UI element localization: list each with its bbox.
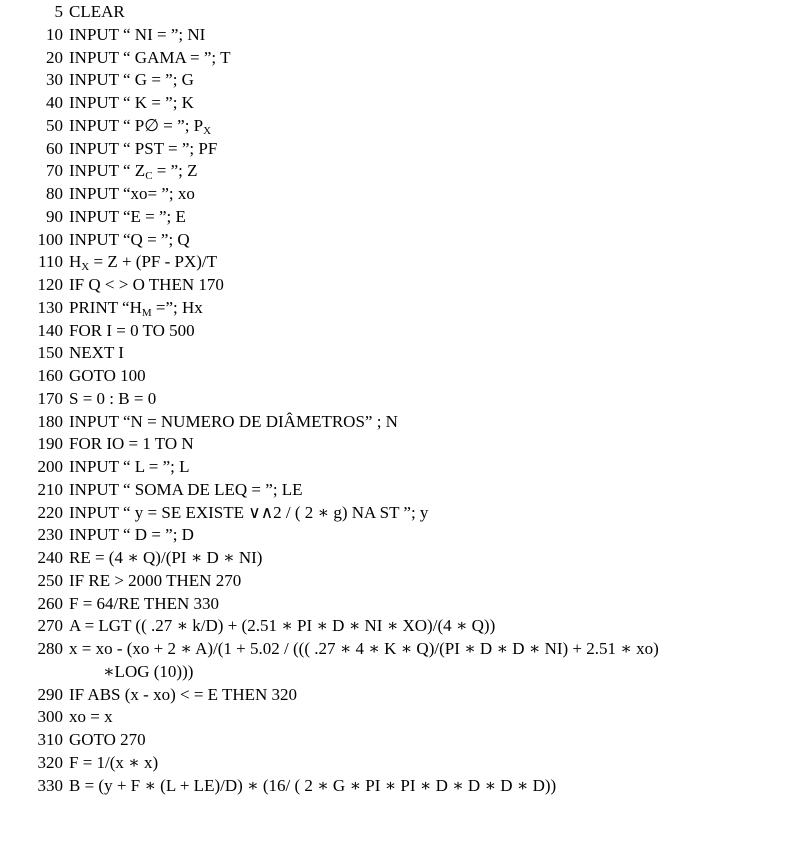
code-line bbox=[0, 615, 801, 637]
line-number: 160 bbox=[37, 366, 63, 385]
code-statement: INPUT “ NI = ”; NI bbox=[69, 24, 206, 44]
line-number: 310 bbox=[37, 730, 63, 749]
code-line bbox=[0, 115, 801, 137]
code-line bbox=[0, 24, 801, 46]
code-line bbox=[0, 752, 801, 774]
code-line bbox=[0, 206, 801, 228]
code-line bbox=[0, 1, 801, 23]
line-number: 280 bbox=[37, 639, 63, 658]
code-statement: INPUT “ P∅ = ”; $P_X$ bbox=[69, 115, 212, 137]
code-line bbox=[0, 47, 801, 69]
code-line bbox=[0, 570, 801, 592]
code-line bbox=[0, 183, 801, 205]
code-statement: RE = (4 ∗ Q)/(PI ∗ D ∗ NI) bbox=[69, 548, 263, 567]
code-statement: S = 0 : B = 0 bbox=[69, 388, 157, 408]
code-line bbox=[0, 229, 801, 251]
line-number: 5 bbox=[54, 2, 63, 21]
code-line bbox=[0, 160, 801, 182]
code-line bbox=[0, 297, 801, 319]
code-line bbox=[0, 92, 801, 114]
line-number: 180 bbox=[37, 411, 63, 431]
line-number: 290 bbox=[37, 684, 63, 704]
line-number: 80 bbox=[46, 184, 63, 203]
code-line bbox=[0, 69, 801, 91]
code-line bbox=[0, 684, 801, 706]
code-statement: INPUT “ PST = ”; PF bbox=[69, 138, 218, 158]
code-line bbox=[0, 524, 801, 546]
code-statement: A = LGT (( .27 ∗ k/D) + (2.51 ∗ PI ∗ D ∗ NI ∗ XO)/(4 ∗ Q)) bbox=[69, 616, 496, 636]
code-line bbox=[0, 320, 801, 342]
line-number: 60 bbox=[46, 138, 63, 158]
code-line bbox=[0, 638, 801, 660]
line-number: 120 bbox=[37, 275, 63, 294]
line-number: 330 bbox=[37, 775, 63, 795]
subscript: M bbox=[141, 306, 152, 319]
line-number: 140 bbox=[37, 320, 63, 340]
code-statement: IF RE > 2000 THEN 270 bbox=[69, 570, 242, 590]
line-number: 170 bbox=[37, 388, 63, 408]
line-number: 30 bbox=[46, 70, 63, 90]
code-statement: INPUT “ GAMA = ”; T bbox=[69, 47, 231, 67]
code-line bbox=[0, 593, 801, 615]
line-number: 200 bbox=[37, 457, 63, 476]
code-statement: INPUT “Q = ”; Q bbox=[69, 229, 190, 249]
line-number: 190 bbox=[37, 434, 63, 454]
code-statement: GOTO 270 bbox=[69, 730, 146, 749]
code-statement: IF ABS (x - xo) < = E THEN 320 bbox=[69, 684, 298, 704]
code-line bbox=[0, 456, 801, 478]
line-number: 220 bbox=[37, 502, 63, 522]
line-number: 100 bbox=[37, 229, 63, 249]
code-statement: INPUT “ $Z_C$ = ”; Z bbox=[69, 161, 198, 183]
code-statement: FOR I = 0 TO 500 bbox=[69, 320, 195, 340]
line-number: 40 bbox=[46, 93, 63, 112]
code-statement: GOTO 100 bbox=[69, 366, 146, 385]
code-statement: FOR IO = 1 TO N bbox=[69, 434, 194, 454]
code-statement: CLEAR bbox=[69, 2, 125, 21]
code-statement: INPUT “ K = ”; K bbox=[69, 93, 194, 112]
code-statement: $H_X = Z + (PF - PX)/T$ bbox=[69, 252, 218, 274]
code-line bbox=[0, 706, 801, 728]
line-number: 150 bbox=[37, 343, 63, 363]
line-number: 110 bbox=[38, 252, 63, 272]
code-line bbox=[0, 388, 801, 410]
code-statement: IF Q < > O THEN 170 bbox=[69, 275, 224, 294]
code-line bbox=[0, 342, 801, 364]
line-number: 130 bbox=[37, 297, 63, 317]
code-line bbox=[0, 365, 801, 387]
code-statement: INPUT “ G = ”; G bbox=[69, 70, 194, 90]
code-line bbox=[0, 547, 801, 569]
line-number: 270 bbox=[37, 616, 63, 636]
code-statement: B = (y + F ∗ (L + LE)/D) ∗ (16/ ( 2 ∗ G ∗ PI ∗ PI ∗ D ∗ D ∗ D ∗ D)) bbox=[69, 775, 557, 795]
line-number: 260 bbox=[37, 593, 63, 613]
line-number: 210 bbox=[37, 479, 63, 499]
code-statement: INPUT “N = NUMERO DE DIÂMETROS” ; N bbox=[69, 411, 398, 431]
line-number: 50 bbox=[46, 115, 63, 135]
line-number: 90 bbox=[46, 206, 63, 226]
code-line bbox=[0, 729, 801, 751]
code-line bbox=[0, 411, 801, 433]
code-statement: INPUT “ D = ”; D bbox=[69, 525, 194, 545]
line-number: 240 bbox=[37, 548, 63, 567]
code-statement: INPUT “ y = SE EXISTE ∨∧2 / ( 2 ∗ g) NA ST ”; y bbox=[69, 502, 429, 522]
code-statement: NEXT I bbox=[69, 343, 124, 363]
line-number: 230 bbox=[37, 525, 63, 545]
code-line bbox=[0, 251, 801, 273]
subscript: X bbox=[203, 124, 212, 137]
line-number: 320 bbox=[37, 752, 63, 772]
code-line bbox=[0, 502, 801, 524]
line-number: 300 bbox=[37, 707, 63, 727]
code-line bbox=[0, 138, 801, 160]
code-statement: xo = x bbox=[69, 707, 113, 727]
code-statement: x = xo - (xo + 2 ∗ A)/(1 + 5.02 / ((( .27 ∗ 4 ∗ K ∗ Q)/(PI ∗ D ∗ D ∗ NI) + 2.51 ∗ xo) bbox=[69, 639, 659, 658]
code-statement: INPUT “ SOMA DE LEQ = ”; LE bbox=[69, 479, 303, 499]
code-statement: F = 1/(x ∗ x) bbox=[69, 752, 159, 772]
line-number: 20 bbox=[46, 47, 63, 67]
code-continuation: ∗LOG (10))) bbox=[103, 661, 194, 681]
code-line bbox=[0, 479, 801, 501]
code-line bbox=[0, 433, 801, 455]
line-number: 250 bbox=[37, 570, 63, 590]
code-statement: PRINT “$H_M$ =”; Hx bbox=[69, 297, 203, 319]
line-number: 70 bbox=[46, 161, 63, 181]
code-statement: INPUT “E = ”; E bbox=[69, 206, 186, 226]
code-statement: F = 64/RE THEN 330 bbox=[69, 593, 220, 613]
code-line bbox=[0, 274, 801, 296]
subscript: X bbox=[81, 261, 90, 274]
code-statement: INPUT “ L = ”; L bbox=[69, 457, 190, 476]
line-number: 10 bbox=[46, 24, 63, 44]
subscript: C bbox=[145, 170, 153, 183]
code-line bbox=[0, 775, 801, 797]
code-statement: INPUT “xo= ”; xo bbox=[69, 184, 195, 203]
